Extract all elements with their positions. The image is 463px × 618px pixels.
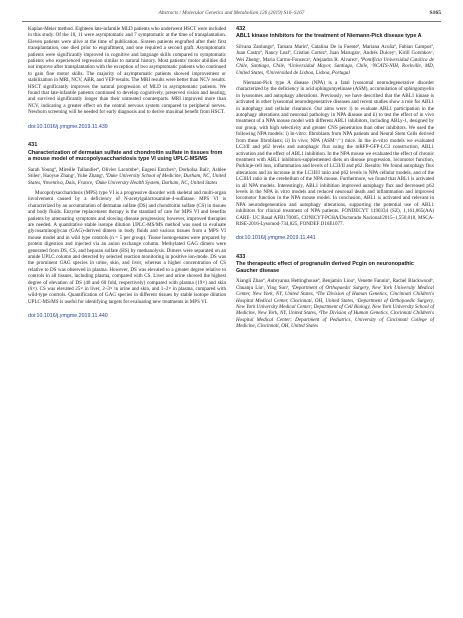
abstract-body: Niemann-Pick type A disease (NPA) is a fatal lysosomal neurodegenerative disorder characterized by the deficiency in acid sphingomyelinase (ASM), accumulation of sphingomyelin in lysosomes and autophagy alterations. Previously, we have described that the ABL1 kinase is activated in other lysosomal neurodegenerative diseases and recent studies show a role for ABL1 in autophagy and cellular clearance. Our aims were: i) to evaluate ABL1 participation in the autophagy alterations and neuronal pathology in NPA disease and ii) to test the effect of in vivo treatment of a NPA mouse model with different ABL1 inhibitors, including ABLy-1, designed by our group, with high selectivity and greater CNS penetration than other inhibitors. We used the following NPA models: i) In-vitro: fibroblasts from NPA patients and Neural Stem Cells derived from these fibroblasts; ii) In vivo; NPA (ASM⁻/⁻) mice. In the in-vitro models we evaluated LC3/II and p62 levels and autophagic flux using the mRFP-GFP-LC3 construction, ABL1 activation and the effect of ABL1 inhibition. In the NPA mouse we evaluated the effect of chronic treatment with ABL1 inhibitors-supplemented diets on disease progression, locomotor function, Purkinje-cell loss, inflammation and levels of LC3I/II and p62. Results: We found autophagy flux alterations and an increase in the LC3II/I ratio and p62 levels in NPA cellular models, and of the LC3II/I ratio in the cerebellum of the NPA mouse. Furthermore, we found that ABL1 is activated in all NPA models. Interestingly, ABL1 inhibition improved autophagy flux and decreased p62 levels in the NPA in vitro models and reduced neuronal death and inflammation and improved locomotor function in the NPA mouse model. In conclusion, ABL1 is activated and relevant in NPA neurodegeneration and autophagy alterations, supporting the potential use of ABL1 inhibitors for clinical treatment of NPA patients. FONDECYT 1190334 (SZ), 1,161,065(AA) CARE- UC Basal AFB170005, CONICYT-PCHA/Doctorado Nacional/2015–1,550,018, MSCA-RISE-2016-Lysomod-734,825, FONDEF D10E1077. — [236, 80, 434, 227]
doi-link-440[interactable]: doi:10.1016/j.ymgme.2019.11.440 — [28, 313, 108, 320]
affiliations: ªDuke University School of Medicine, Durham, NC, United States, ᵇInventiva, Daix, France, ᶜDuke University Health System, Durham, NC, United States — [28, 173, 227, 186]
abstract-title: ABL1 kinase inhibitors for the treatment of Niemann-Pick disease type A — [236, 33, 422, 40]
affiliations: ªDepartment of Orthopaedic Surgery, New York University Medical Center, New York, NY, United States, ᵇThe Division of Human Genetics, Cincinnati Children's Hospital Medical Center, Cincinnati, OH, United States, ᶜDepartment of Orthopaedic Surgery, New York University Medical Center; Department of Cell Biology, New York University School of Medicine, New York, NY, United States, ᵈThe Division of Human Genetics, Cincinnati Children's Hospital Medical Center; Department of Pediatrics, University of Cincinnati College of Medicine, Cincinnati, OH, United States — [236, 284, 434, 330]
header-rule — [22, 21, 441, 22]
abstract-body: Mucopolysaccharidosis (MPS) type VI is a progressive disorder with skeletal and multi-organ involvement caused by a deficiency of N-acetylgalactosamine-4-sulfatase. MPS VI is characterized by an accumulation of dermatan sulfate (DS) and chondroitin sulfate (CS) in tissues and body fluids. Enzyme replacement therapy is the standard of care for MPS VI and benefits patients by attenuating symptoms and slowing disease progression; however, improved therapies are needed. A quantitative stable isotope dilution UPLC-MS/MS method was used to evaluate glycosaminoglycan (GAG)-derived dimers in body fluids and various tissues from a MPS VI mouse model and in wild type controls (n = 5 per group). Tissue homogenates were prepared by protein digestion and injected via an anion exchange column. Methylated GAG dimers were generated from DS, CS, and heparan sulfate (HS) by methanolysis. Dimers were separated on an amide UPLC column and detected by selected reaction monitoring in positive ion-mode. DS was the prominent GAG species in urine, skin, and liver, whereas a higher concentration of CS relative to DS was observed in plasma. However, DS was elevated to a greater degree relative to controls in all tissues, including plasma, compared with CS. Liver and urine showed the highest degree of elevation of DS (40 and 60 fold, respectively) compared with plasma (19×) and skin (6×). CS was elevated 25× in liver, 2–3× in urine and skin, and 1–2× in plasma, compared with wild-type controls. Quantification of GAG species in different tissues by stable isotope dilution UPLC-MS/MS is useful for identifying targets for evaluating new treatments in MPS VI. — [28, 189, 226, 305]
author-list: Xiangli Zhaoª, Aubryanna Hettinghouseª, Benjamin Liouᵇ, Venette Fanninᵇ, Rachel Blackwoodᵇ, Chuanju Liuᶜ, Ying Sunᵇ, — [236, 278, 434, 291]
abstract-authors — [28, 167, 226, 186]
author-list: Silvana Zanlungoª, Tamara Marínª, Catalina De la Fuenteª, Mariana Acuñaª, Fabian Camposª, Juan Castroª, Nancy Lealª, Cristian Cortezᵇ, Juan Maruganᶜ, Andrés Dulceyᶜ, Kirill Gorshkovᶜ, Wei Zhengᶜ, Maria Carmo-Fonsecaᵈ, Alejandra R. Alvarezᵉ, — [236, 44, 434, 63]
page-number: S165 — [429, 10, 441, 16]
doi-link-441[interactable]: doi:10.1016/j.ymgme.2019.11.441 — [236, 235, 316, 242]
abstract-number: 431 — [28, 142, 38, 149]
abstract-authors — [236, 44, 434, 76]
affiliations: ªPontificia Universidad Católica de Chile, Santiago, Chile, ᵇUniversidad Mayor, Santiago, Chile, ᶜNCATS-NIH, Rockville, MD, United States, ᵈUniversidad de Lisboa, Lisboa, Portugal — [236, 56, 434, 76]
journal-citation: Abstracts / Molecular Genetics and Metabolism 126 (2019) S16–S167 — [158, 10, 305, 16]
continued-abstract-text: Kaplan-Meier method. Eighteen late-infantile MLD patients who underwent HSCT were included in this study. Of the 18, 11 were asymptomatic and 7 symptomatic at the time of transplantation. Eleven patients were alive at the time of publication. Sixteen patients engrafted after their first transplantation, one died prior to engraftment, and one required a second graft. Asymptomatic patients were significantly improved in cognitive and language skills compared to symptomatic patients who experienced regression similar to natural history. Most patients' motor abilities did not improve after transplantation with the exception of two asymptomatic patients who continued to gain fine motor skills. The majority of asymptomatic patients showed improvement or stabilization in MRI, NCV, ABR, and VEP results. The MRI results were better than NCV results. HSCT significantly improves the natural progression of MLD in asymptomatic patients. We found that late-infantile patients continued to develop cognitively, preserved vision and hearing, and survived significantly longer than their untreated counterparts. MRI improved more than NCV, indicating a greater effect on the central nervous system compared to peripheral nerves. Newborn screening will be needed for early diagnosis and to derive maximal benefit from HSCT. — [28, 26, 226, 116]
author-list: Sarah Youngª, Mireille Tallandierª, Olivier Lacombeᵇ, Eugeni Entchevᵇ, Dorkolsa Baliᶜ, Ashlee Stilesᶜ, Haoyue Zhangᶜ, Yuhe Zhangᶜ, — [28, 166, 226, 180]
left-column — [28, 26, 226, 332]
abstract-number: 433 — [236, 253, 246, 260]
abstract-title: Characterization of dermatan sulfate and chondroitin sulfate in tissues from a mouse model of mucopolysaccharidosis type VI using UPLC-MS/MS — [28, 149, 223, 163]
doi-link-439[interactable]: doi:10.1016/j.ymgme.2019.11.439 — [28, 123, 108, 130]
running-head — [0, 10, 463, 20]
right-column — [236, 26, 434, 334]
abstract-number: 432 — [236, 26, 246, 32]
abstract-authors — [236, 278, 434, 329]
abstract-title: The therapeutic effect of progranulin derived Pcgin on neuronopathic Gaucher disease — [236, 261, 414, 274]
